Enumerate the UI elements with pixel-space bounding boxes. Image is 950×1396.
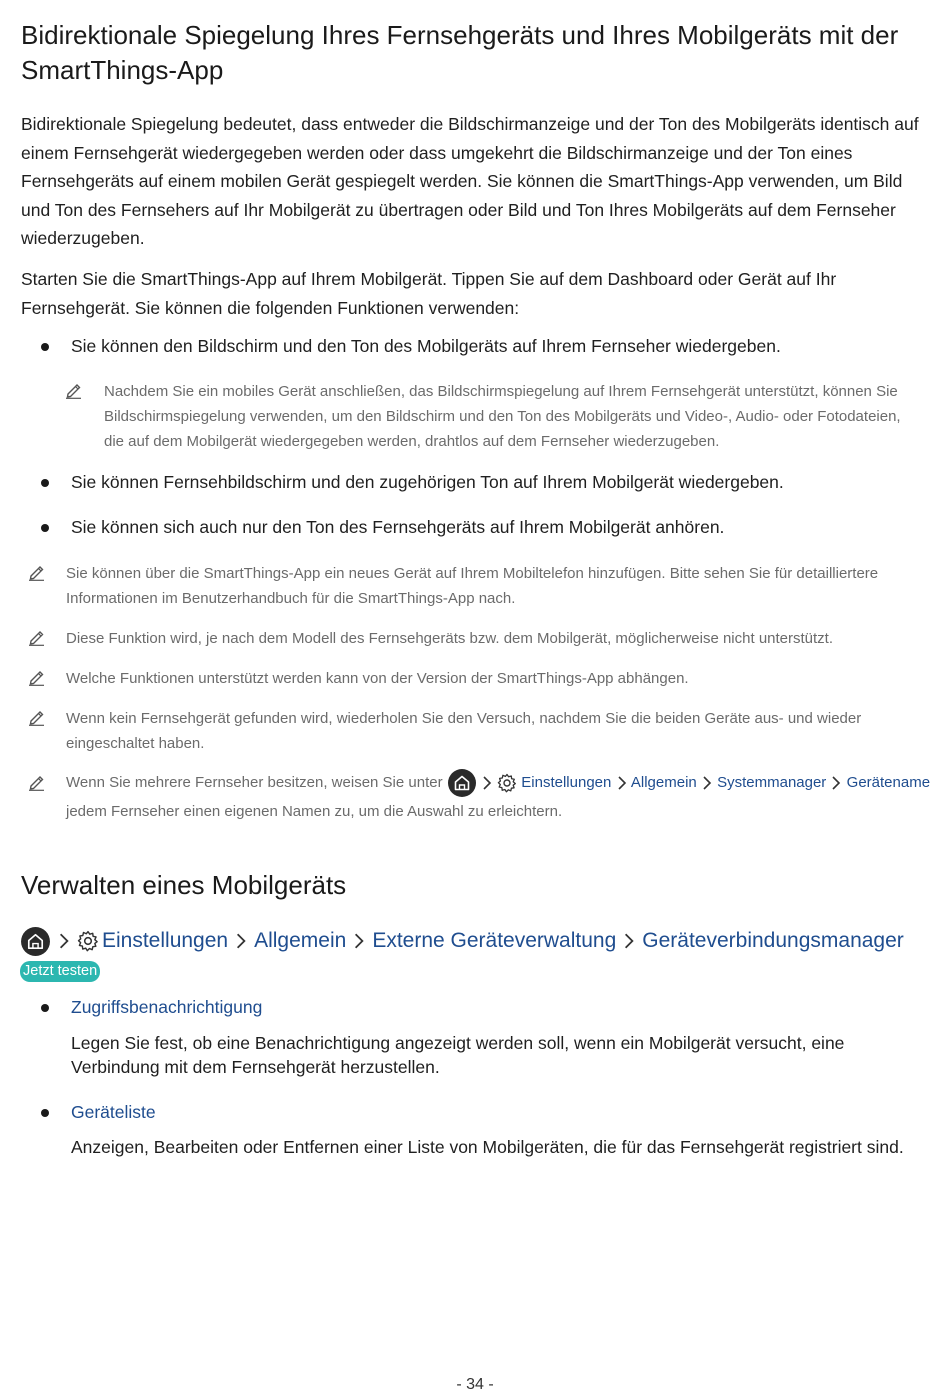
path-geraeteverbindungsmanager: Geräteverbindungsmanager <box>642 929 904 952</box>
item-label-device-list: Geräteliste <box>71 1102 156 1122</box>
chevron-right-icon <box>57 932 71 950</box>
instruction-paragraph: Starten Sie die SmartThings-App auf Ihrem Mobilgerät. Tippen Sie auf dem Dashboard oder Gerät auf Ihr Fernsehgerät. Sie können die folgenden Funktionen verwenden: <box>21 269 837 318</box>
chevron-right-icon <box>481 775 493 791</box>
pencil-note-icon <box>28 708 46 726</box>
gear-icon <box>77 930 99 952</box>
chevron-right-icon <box>352 932 366 950</box>
section-title-mobile-management: Verwalten eines Mobilgeräts <box>21 870 347 900</box>
path-systemmanager: Systemmanager <box>717 773 827 791</box>
feature-bullet-2: Sie können Fernsehbildschirm und den zugehörigen Ton auf Ihrem Mobilgerät wiedergeben. <box>71 472 784 492</box>
bullet-dot <box>41 1109 49 1117</box>
path-geraetename: Gerätename <box>846 773 931 791</box>
item-desc-access-notification: Legen Sie fest, ob eine Benachrichtigung angezeigt werden soll, wenn ein Mobilgerät versucht, eine Verbindung mit dem Fernsehgerät herzustellen. <box>71 1033 845 1077</box>
note-suffix: jedem Fernseher einen eigenen Namen zu, um die Auswahl zu erleichtern. <box>66 803 563 820</box>
path-allgemein: Allgemein <box>630 773 697 791</box>
path-einstellungen: Einstellungen <box>102 929 229 952</box>
bullet-dot <box>41 343 49 351</box>
home-icon <box>20 926 51 957</box>
note-prefix: Wenn Sie mehrere Fernseher besitzen, weisen Sie unter <box>66 773 443 791</box>
note-model-support: Diese Funktion wird, je nach dem Modell des Fernsehgeräts bzw. dem Mobilgerät, möglicherweise nicht unterstützt. <box>66 630 834 647</box>
pencil-note-icon <box>28 668 46 686</box>
item-desc-device-list: Anzeigen, Bearbeiten oder Entfernen einer Liste von Mobilgeräten, die für das Fernsehgerät registriert sind. <box>71 1137 904 1157</box>
section-title-mirroring: Bidirektionale Spiegelung Ihres Fernsehgeräts und Ihres Mobilgeräts mit der SmartThings-App <box>21 20 899 85</box>
note-add-device: Sie können über die SmartThings-App ein neues Gerät auf Ihrem Mobiltelefon hinzufügen. Bitte sehen Sie für detailliertere Informationen im Benutzerhandbuch für die SmartThings-App nach. <box>66 565 879 607</box>
bullet-dot <box>41 524 49 532</box>
note-multiple-tvs <box>66 768 936 825</box>
feature-bullet-1: Sie können den Bildschirm und den Ton des Mobilgeräts auf Ihrem Fernseher wiedergeben. <box>71 336 781 356</box>
note-app-version: Welche Funktionen unterstützt werden kann von der Version der SmartThings-App abhängen. <box>66 670 689 687</box>
try-now-badge[interactable]: Jetzt testen <box>20 961 100 982</box>
intro-paragraph: Bidirektionale Spiegelung bedeutet, dass entweder die Bildschirmanzeige und der Ton des Mobilgeräts identisch auf einem Fernsehgerät wiedergegeben werden oder dass umgekehrt die Bildschirmanzeige und der Ton eines Fernsehgeräts auf einem mobilen Gerät gespiegelt werden. Sie können die SmartThings-App verwenden, um Bild und Ton des Fernsehers auf Ihr Mobilgerät zu übertragen oder Bild und Ton Ihres Mobilgeräts auf dem Fernseher wiederzugeben. <box>21 114 919 248</box>
pencil-note-icon <box>65 381 83 399</box>
path-externe-geraeteverwaltung: Externe Geräteverwaltung <box>372 929 617 952</box>
chevron-right-icon <box>616 775 628 791</box>
path-einstellungen: Einstellungen <box>521 773 612 791</box>
path-allgemein: Allgemein <box>254 929 347 952</box>
feature-bullet-3: Sie können sich auch nur den Ton des Fernsehgeräts auf Ihrem Mobilgerät anhören. <box>71 517 725 537</box>
bullet-dot <box>41 1004 49 1012</box>
item-label-access-notification: Zugriffsbenachrichtigung <box>71 997 263 1017</box>
chevron-right-icon <box>234 932 248 950</box>
note-device-not-found: Wenn kein Fernsehgerät gefunden wird, wiederholen Sie den Versuch, nachdem Sie die beiden Geräte aus- und wieder eingeschaltet haben. <box>66 710 862 752</box>
home-icon <box>447 768 477 798</box>
pencil-note-icon <box>28 773 46 791</box>
pencil-note-icon <box>28 563 46 581</box>
chevron-right-icon <box>701 775 713 791</box>
mirroring-note: Nachdem Sie ein mobiles Gerät anschließen, das Bildschirmspiegelung auf Ihrem Fernsehgerät unterstützt, können Sie Bildschirmspiegelung verwenden, um den Bildschirm und den Ton des Mobilgeräts und Video-, Audio- oder Fotodateien, die auf dem Mobilgerät wiedergegeben werden, drahtlos auf dem Fernseher wiederzugeben. <box>104 383 901 450</box>
bullet-dot <box>41 479 49 487</box>
chevron-right-icon <box>622 932 636 950</box>
page-number: - 34 - <box>456 1376 494 1393</box>
menu-path <box>20 925 904 957</box>
chevron-right-icon <box>830 775 842 791</box>
pencil-note-icon <box>28 628 46 646</box>
gear-icon <box>497 773 517 793</box>
